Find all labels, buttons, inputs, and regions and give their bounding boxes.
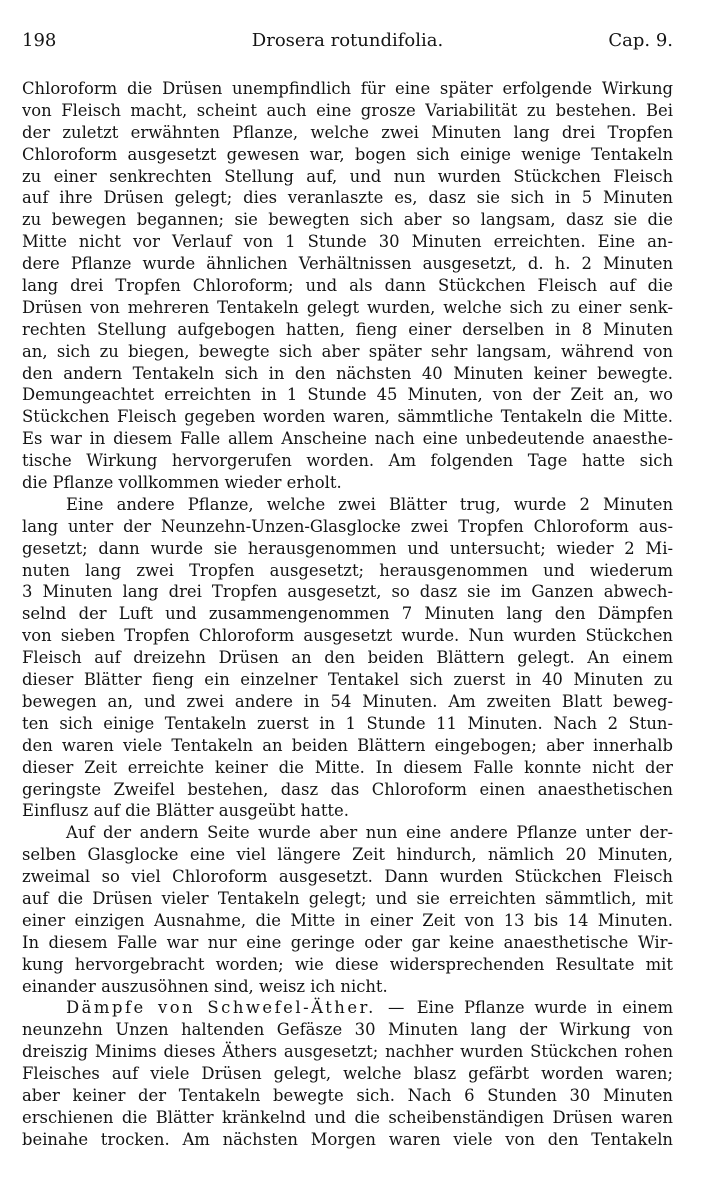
text-line: rechten Stellung aufgebogen hatten, fieng einer derselben in 8 Minuten [22,319,673,339]
text-line: Fleisch auf dreizehn Drüsen an den beiden Blättern gelegt. An einem [22,648,673,668]
text-line: geringste Zweifel bestehen, dasz das Chloroform einen anaesthetischen [22,779,673,799]
text-line: von Fleisch macht, scheint auch eine grosze Variabilität zu bestehen. Bei [22,100,673,120]
text-line: Demungeachtet erreichten in 1 Stunde 45 Minuten, von der Zeit an, wo [22,385,673,405]
text-line: Einflusz auf die Blätter ausgeübt hatte. [22,801,349,821]
text-line: zweimal so viel Chloroform ausgesetzt. Dann wurden Stückchen Fleisch [22,867,673,887]
section-heading: Dämpfe von Schwefel-Äther. — [66,998,407,1018]
text-line: Chloroform ausgesetzt gewesen war, bogen sich einige wenige Tentakeln [22,144,673,164]
text-line: die Pflanze vollkommen wieder erholt. [22,473,342,493]
text-line: dieser Blätter fieng ein einzelner Tentakel sich zuerst in 40 Minuten zu [22,670,673,690]
text-line: der zuletzt erwähnten Pflanze, welche zwei Minuten lang drei Tropfen [22,122,673,142]
text-line: Drüsen von mehreren Tentakeln gelegt wurden, welche sich zu einer senk- [22,297,673,317]
text-line: einander auszusöhnen sind, weisz ich nicht. [22,976,388,996]
text-line: selnd der Luft und zusammengenommen 7 Minuten lang den Dämpfen [22,604,673,624]
chapter-label: Cap. 9. [608,30,673,51]
text-line: 3 Minuten lang drei Tropfen ausgesetzt, so dasz sie im Ganzen abwech- [22,582,673,602]
text-line: beinahe trocken. Am nächsten Morgen waren viele von den Tentakeln [22,1129,673,1149]
text-line: zu bewegen begannen; sie bewegten sich aber so langsam, dasz sie die [22,210,673,230]
text-line: von sieben Tropfen Chloroform ausgesetzt wurde. Nun wurden Stückchen [22,626,673,646]
text-line: erschienen die Blätter kränkelnd und die scheibenständigen Drüsen waren [22,1107,673,1127]
text-line: dreiszig Minims dieses Äthers ausgesetzt; nachher wurden Stückchen rohen [22,1042,673,1062]
text-line: kung hervorgebracht worden; wie diese widersprechenden Resultate mit [22,954,673,974]
text-line: lang unter der Neunzehn-Unzen-Glasglocke zwei Tropfen Chloroform aus- [22,516,673,536]
text-line: Mitte nicht vor Verlauf von 1 Stunde 30 Minuten erreichten. Eine an- [22,232,673,252]
text-line: bewegen an, und zwei andere in 54 Minuten. Am zweiten Blatt beweg- [22,691,673,711]
text-line: den andern Tentakeln sich in den nächsten 40 Minuten keiner bewegte. [22,363,673,383]
text-line: Fleisches auf viele Drüsen gelegt, welche blasz gefärbt worden waren; [22,1064,673,1084]
paragraph-first-line: Eine andere Pflanze, welche zwei Blätter trug, wurde 2 Minuten [66,494,673,514]
text-line: Chloroform die Drüsen unempfindlich für eine später erfolgende Wirkung [22,79,673,98]
text-line: Es war in diesem Falle allem Anscheine nach eine unbedeutende anaesthe- [22,429,673,449]
text-line: auf ihre Drüsen gelegt; dies veranlaszte es, dasz sie sich in 5 Minuten [22,188,673,208]
text-line: nuten lang zwei Tropfen ausgesetzt; herausgenommen und wiederum [22,560,673,580]
text-line: dieser Zeit erreichte keiner die Mitte. In diesem Falle konnte nicht der [22,757,673,777]
page-number: 198 [22,30,57,51]
text-line: tische Wirkung hervorgerufen worden. Am folgenden Tage hatte sich [22,451,673,471]
body-text [22,78,673,1151]
running-title: Drosera rotundifolia. [251,30,444,51]
text-line: In diesem Falle war nur eine geringe oder gar keine anaesthetische Wir- [22,932,673,952]
text-line: ten sich einige Tentakeln zuerst in 1 Stunde 11 Minuten. Nach 2 Stun- [22,713,673,733]
text-line: neunzehn Unzen haltenden Gefäsze 30 Minuten lang der Wirkung von [22,1020,673,1040]
text-line: gesetzt; dann wurde sie herausgenommen und untersucht; wieder 2 Mi- [22,538,673,558]
text-line: an, sich zu biegen, bewegte sich aber später sehr langsam, während von [22,341,673,361]
section-first-line [22,997,673,1019]
text-line: den waren viele Tentakeln an beiden Blättern eingebogen; aber innerhalb [22,735,673,755]
text-line: auf die Drüsen vieler Tentakeln gelegt; und sie erreichten sämmtlich, mit [22,888,673,908]
text-line: selben Glasglocke eine viel längere Zeit hindurch, nämlich 20 Minuten, [22,845,673,865]
text-line: lang drei Tropfen Chloroform; und als dann Stückchen Fleisch auf die [22,276,673,296]
section-first-line-text: Eine Pflanze wurde in einem [416,998,673,1018]
text-line: Stückchen Fleisch gegeben worden waren, sämmtliche Tentakeln die Mitte. [22,407,673,427]
text-line: einer einzigen Ausnahme, die Mitte in einer Zeit von 13 bis 14 Minuten. [22,910,673,930]
text-line: dere Pflanze wurde ähnlichen Verhältnissen ausgesetzt, d. h. 2 Minuten [22,254,673,274]
text-line: zu einer senkrechten Stellung auf, und nun wurden Stückchen Fleisch [22,166,673,186]
text-line: aber keiner der Tentakeln bewegte sich. Nach 6 Stunden 30 Minuten [22,1085,673,1105]
paragraph-first-line: Auf der andern Seite wurde aber nun eine andere Pflanze unter der- [66,823,673,843]
